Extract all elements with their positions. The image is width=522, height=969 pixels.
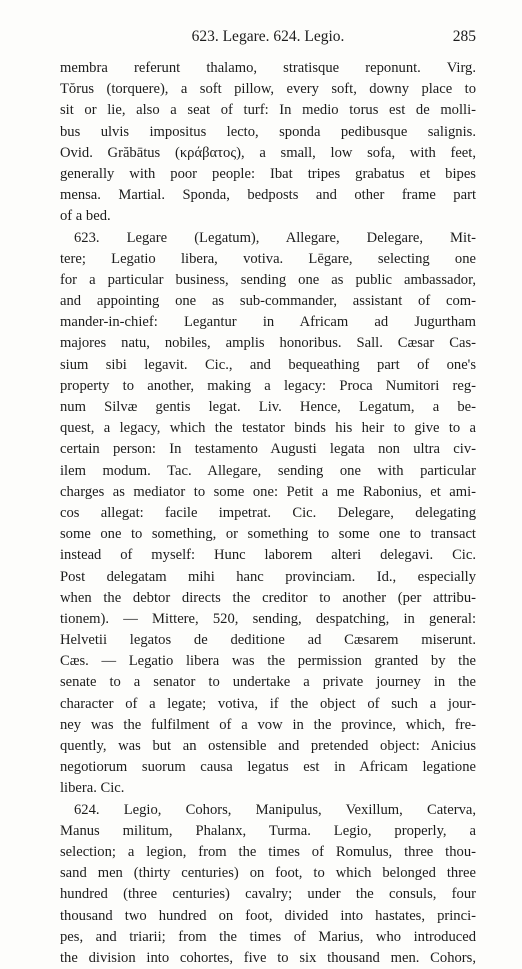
text-line: cos allegat: facile impetrat. Cic. Delegare, delegating: [60, 504, 476, 521]
text-line: the division into cohortes, five to six thousand men. Cohors,: [60, 949, 476, 966]
text-line: thousand two hundred on foot, divided into hastates, princi-: [60, 907, 476, 924]
text-line: Cæs. — Legatio libera was the permission granted by the: [60, 653, 476, 670]
text-line: quently, was but an ostensible and pretended object: Anicius: [60, 738, 476, 754]
text-line: of a bed.: [60, 208, 111, 225]
text-line: libera. Cic.: [60, 780, 125, 797]
text-line: mander-in-chief: Legantur in Africam ad Jugurtham: [60, 314, 476, 331]
text-line: for a particular business, sending one as public ambassador,: [60, 271, 476, 288]
running-head: [60, 28, 476, 50]
body-text: [60, 58, 476, 969]
text-line: selection; a legion, from the times of Romulus, three thou-: [60, 843, 476, 860]
text-line: when the debtor directs the creditor to another (per attribu-: [60, 589, 476, 606]
text-line: Helvetii legatos de deditione ad Cæsarem miserunt.: [60, 632, 476, 649]
text-line: num Silvæ gentis legat. Liv. Hence, Legatum, a be-: [60, 399, 476, 415]
text-line: negotiorum suorum causa legatus est in Africam legatione: [60, 759, 476, 776]
running-title: 623. Legare. 624. Legio.: [191, 28, 345, 45]
text-line: sium sibi legavit. Cic., and bequeathing part of one's: [60, 356, 476, 373]
text-line: sand men (thirty centuries) on foot, to which belonged three: [60, 865, 476, 882]
text-line: ilem modum. Tac. Allegare, sending one with particular: [60, 462, 476, 479]
text-line: senate to a senator to undertake a private journey in the: [60, 674, 476, 691]
text-line: majores natu, nobiles, amplis honoribus. Sall. Cæsar Cas-: [60, 335, 476, 352]
text-line: Ovid. Grăbātus (κράβατος), a small, low sofa, with feet,: [60, 144, 476, 161]
text-line: sit or lie, also a seat of turf: In medio torus est de molli-: [60, 102, 476, 119]
text-line: 624. Legio, Cohors, Manipulus, Vexillum, Caterva,: [74, 801, 476, 818]
text-line: membra referunt thalamo, stratisque reponunt. Virg.: [60, 60, 476, 76]
text-line: ney was the fulfilment of a vow in the province, which, fre-: [60, 716, 476, 733]
text-line: Manus militum, Phalanx, Turma. Legio, properly, a: [60, 822, 476, 839]
text-line: Post delegatam mihi hanc provinciam. Id., especially: [60, 568, 476, 585]
text-line: Tŏrus (torquere), a soft pillow, every soft, downy place to: [60, 81, 476, 98]
text-line: charges as mediator to some one: Petit a me Rabonius, et ami-: [60, 483, 476, 500]
text-line: bus ulvis impositus lecto, sponda pedibusque salignis.: [60, 123, 476, 140]
text-line: property to another, making a legacy: Proca Numitori reg-: [60, 377, 476, 394]
text-line: character of a legate; votiva, if the object of such a jour-: [60, 695, 476, 712]
text-line: generally with poor people: Ibat tripes grabatus et bipes: [60, 165, 476, 182]
text-line: quest, a legacy, which the testator binds his heir to give to a: [60, 420, 476, 437]
text-line: some one to something, or something to some one to transact: [60, 526, 476, 543]
text-line: hundred (three centuries) cavalry; under the consuls, four: [60, 886, 476, 903]
text-line: mensa. Martial. Sponda, bedposts and other frame part: [60, 187, 476, 204]
text-line: pes, and triarii; from the times of Marius, who introduced: [60, 928, 476, 945]
text-line: tionem). — Mittere, 520, sending, despatching, in general:: [60, 610, 476, 627]
text-line: certain person: In testamento Augusti legata non ultra civ-: [60, 441, 476, 458]
text-line: instead of myself: Hunc laborem alteri delegavi. Cic.: [60, 547, 476, 564]
page-number: 285: [452, 28, 476, 45]
text-line: and appointing one as sub-commander, assistant of com-: [60, 293, 476, 310]
text-line: tere; Legatio libera, votiva. Lēgare, selecting one: [60, 250, 476, 267]
text-line: 623. Legare (Legatum), Allegare, Delegare, Mit-: [74, 229, 476, 246]
